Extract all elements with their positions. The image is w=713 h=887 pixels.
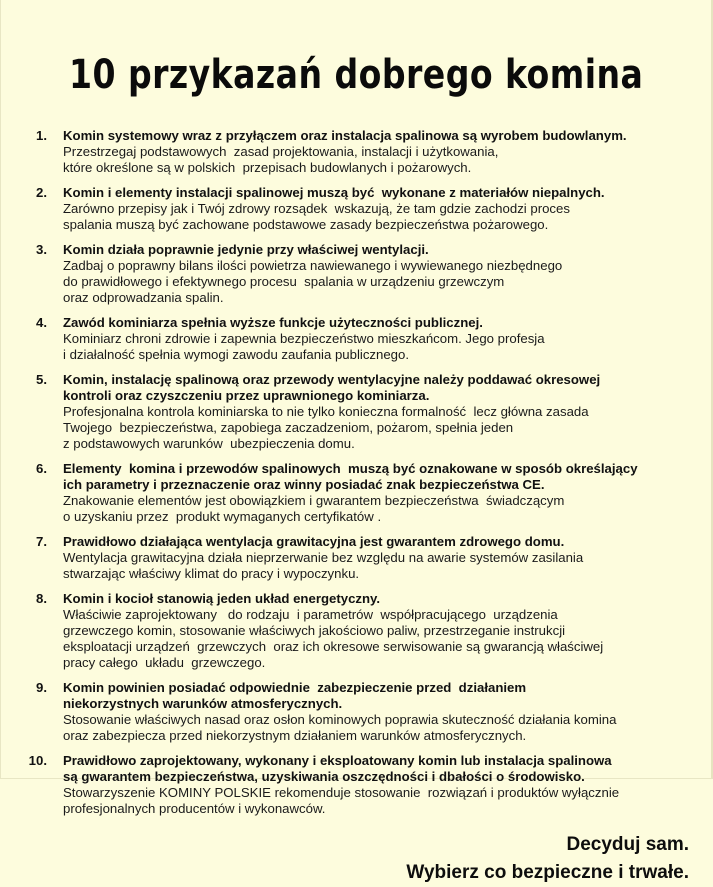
commandment-heading-line: Prawidłowo działająca wentylacja grawitacyjna jest gwarantem zdrowego domu. [63, 534, 565, 550]
commandment-body-line: eksploatacji urządzeń grzewczych oraz ich okresowe serwisowanie są gwarancją właściwej [63, 639, 604, 655]
commandment-number: 1. [36, 128, 47, 144]
commandment-body [63, 550, 699, 582]
commandment-body-line: Znakowanie elementów jest obowiązkiem i gwarantem bezpieczeństwa świadczącym [63, 493, 565, 509]
commandment-heading [63, 185, 699, 201]
page-title: 10 przykazań dobrego komina [68, 51, 644, 98]
commandment-body-line: Zarówno przepisy jak i Twój zdrowy rozsądek wskazują, że tam gdzie zachodzi proces [63, 201, 570, 217]
commandment-heading-line: są gwarantem bezpieczeństwa, uzyskiwania oszczędności i dbałości o środowisko. [63, 769, 585, 785]
closing-line: Wybierz co bezpieczne i trwałe. [406, 862, 689, 884]
commandment-body [63, 493, 699, 525]
commandment-heading-line: Prawidłowo zaprojektowany, wykonany i eksploatowany komin lub instalacja spalinowa [63, 753, 612, 769]
commandment-body-line: pracy całego układu grzewczego. [63, 655, 266, 671]
commandment-body-line: oraz zabezpiecza przed niekorzystnym działaniem warunków atmosferycznych. [63, 728, 527, 744]
commandment-heading-line: Komin i elementy instalacji spalinowej muszą być wykonane z materiałów niepalnych. [63, 185, 605, 201]
commandment-body-line: Stosowanie właściwych nasad oraz osłon kominowych poprawia skuteczność działania komina [63, 712, 617, 728]
commandment-number: 2. [36, 185, 47, 201]
commandment-list [1, 128, 711, 817]
commandment-item [1, 461, 699, 525]
commandment-body-line: Właściwie zaprojektowany do rodzaju i parametrów współpracującego urządzenia [63, 607, 558, 623]
commandment-heading-line: Komin systemowy wraz z przyłączem oraz instalacja spalinowa są wyrobem budowlanym. [63, 128, 627, 144]
commandment-body [63, 712, 699, 744]
commandment-item [1, 372, 699, 452]
commandment-number: 4. [36, 315, 47, 331]
commandment-body [63, 785, 699, 817]
commandment-item [1, 242, 699, 306]
commandment-body [63, 258, 699, 306]
commandment-body-line: Profesjonalna kontrola kominiarska to nie tylko konieczna formalność lecz główna zasada [63, 404, 589, 420]
commandment-heading-line: ich parametry i przeznaczenie oraz winny posiadać znak bezpieczeństwa CE. [63, 477, 545, 493]
closing-block [1, 831, 711, 887]
commandment-number: 10. [28, 753, 47, 769]
commandment-heading [63, 461, 699, 493]
commandment-body-line: profesjonalnych producentów i wykonawców. [63, 801, 326, 817]
commandment-heading [63, 242, 699, 258]
commandment-body-line: spalania muszą być zachowane podstawowe zasady bezpieczeństwa pożarowego. [63, 217, 549, 233]
commandment-heading-line: Komin działa poprawnie jedynie przy właściwej wentylacji. [63, 242, 429, 258]
commandment-heading-line: Komin i kocioł stanowią jeden układ energetyczny. [63, 591, 381, 607]
commandment-body-line: Przestrzegaj podstawowych zasad projektowania, instalacji i użytkowania, [63, 144, 499, 160]
commandment-body-line: Zadbaj o poprawny bilans ilości powietrza nawiewanego i wywiewanego niezbędnego [63, 258, 563, 274]
commandment-heading [63, 534, 699, 550]
commandment-body-line: Stowarzyszenie KOMINY POLSKIE rekomenduje stosowanie rozwiązań i produktów wyłącznie [63, 785, 620, 801]
commandment-number: 3. [36, 242, 47, 258]
commandment-heading [63, 753, 699, 785]
commandment-item [1, 534, 699, 582]
commandment-item [1, 680, 699, 744]
commandment-heading [63, 680, 699, 712]
commandment-item [1, 591, 699, 671]
commandment-heading [63, 128, 699, 144]
commandment-body [63, 331, 699, 363]
commandment-body [63, 607, 699, 671]
commandment-body-line: grzewczego komin, stosowanie właściwych jakościowo paliw, przestrzeganie instrukcji [63, 623, 566, 639]
commandment-number: 5. [36, 372, 47, 388]
closing-line: Decyduj sam. [566, 834, 689, 856]
commandment-body-line: oraz odprowadzania spalin. [63, 290, 224, 306]
title-block [1, 0, 711, 128]
commandment-heading-line: Zawód kominiarza spełnia wyższe funkcje użyteczności publicznej. [63, 315, 483, 331]
commandment-body [63, 144, 699, 176]
commandment-heading [63, 315, 699, 331]
commandment-heading-line: Komin powinien posiadać odpowiednie zabezpieczenie przed działaniem [63, 680, 527, 696]
commandment-number: 8. [36, 591, 47, 607]
commandment-heading-line: niekorzystnych warunków atmosferycznych. [63, 696, 343, 712]
commandment-heading-line: kontroli oraz czyszczeniu przez uprawnionego kominiarza. [63, 388, 430, 404]
commandment-heading-line: Komin, instalację spalinową oraz przewody wentylacyjne należy poddawać okresowej [63, 372, 601, 388]
commandment-number: 6. [36, 461, 47, 477]
commandment-body-line: do prawidłowego i efektywnego procesu spalania w urządzeniu grzewczym [63, 274, 505, 290]
commandment-body [63, 201, 699, 233]
commandment-body-line: z podstawowych warunków ubezpieczenia domu. [63, 436, 355, 452]
commandment-heading-line: Elementy komina i przewodów spalinowych muszą być oznakowane w sposób określający [63, 461, 638, 477]
commandment-body-line: i działalność spełnia wymogi zawodu zaufania publicznego. [63, 347, 410, 363]
commandment-item [1, 185, 699, 233]
commandment-item [1, 315, 699, 363]
commandment-item [1, 128, 699, 176]
commandment-number: 9. [36, 680, 47, 696]
commandment-body-line: Kominiarz chroni zdrowie i zapewnia bezpieczeństwo mieszkańcom. Jego profesja [63, 331, 545, 347]
commandment-number: 7. [36, 534, 47, 550]
commandment-body-line: stwarzając właściwy klimat do pracy i wypoczynku. [63, 566, 360, 582]
commandment-body-line: Twojego bezpieczeństwa, zapobiega zaczadzeniom, pożarom, spełnia jeden [63, 420, 514, 436]
commandment-item [1, 753, 699, 817]
commandment-body-line: o uzyskaniu przez produkt wymaganych certyfikatów . [63, 509, 382, 525]
commandment-body-line: Wentylacja grawitacyjna działa nieprzerwanie bez względu na awarie systemów zasilania [63, 550, 584, 566]
commandment-heading [63, 591, 699, 607]
commandment-heading [63, 372, 699, 404]
commandment-body [63, 404, 699, 452]
commandment-body-line: które określone są w polskich przepisach budowlanych i pożarowych. [63, 160, 472, 176]
